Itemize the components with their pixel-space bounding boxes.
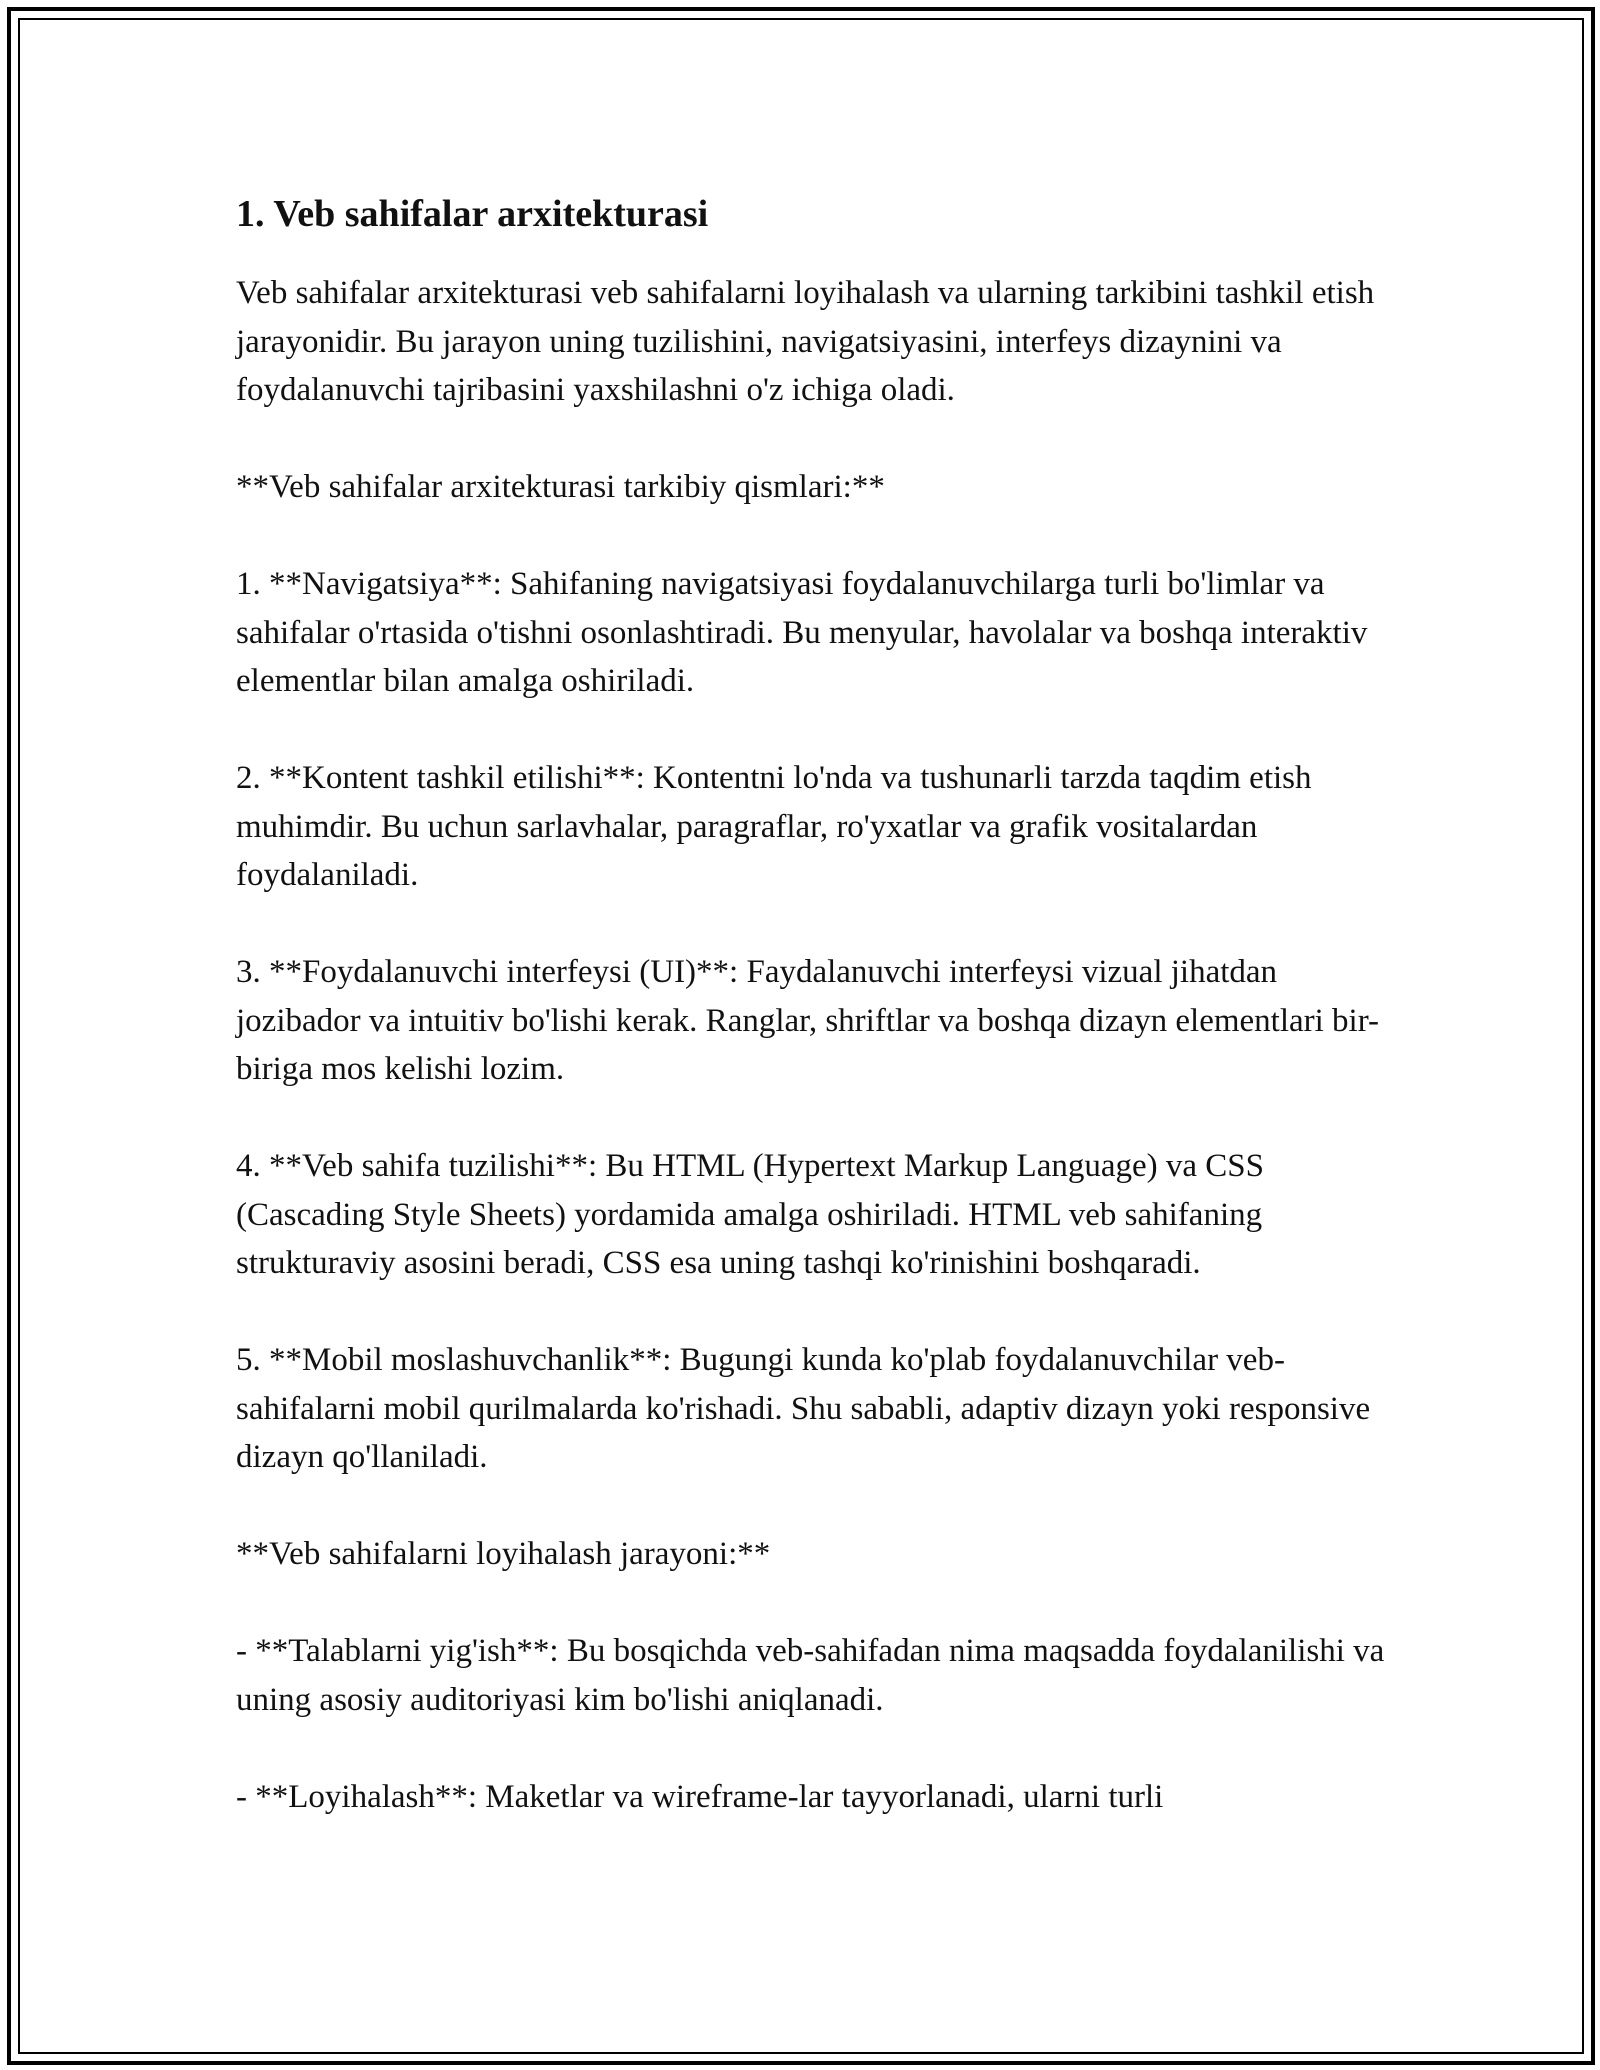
process-item-requirements: - **Talablarni yig'ish**: Bu bosqichda veb-sahifadan nima maqsadda foydalanilishi va uning asosiy auditoriyasi kim bo'lishi aniqlanadi. [236,1633,1385,1718]
process-subheading: **Veb sahifalarni loyihalash jarayoni:** [236,1536,771,1572]
document-body [236,185,1386,1870]
process-item-design: - **Loyihalash**: Maketlar va wireframe-lar tayyorlanadi, ularni turli [236,1778,1164,1815]
list-item-ui: 3. **Foydalanuvchi interfeysi (UI)**: Faydalanuvchi interfeysi vizual jihatdan jozibador va intuitiv bo'lishi kerak. Ranglar, shriftlar va boshqa dizayn elementlari bir-biriga mos kelishi lozim. [236,954,1380,1087]
list-item-mobile: 5. **Mobil moslashuvchanlik**: Bugungi kunda ko'plab foydalanuvchilar veb-sahifalarni mobil qurilmalarda ko'rishadi. Shu sababli, adaptiv dizayn yoki responsive dizayn qo'llaniladi. [236,1342,1371,1475]
section-heading: 1. Veb sahifalar arxitekturasi [236,193,709,235]
list-item-structure: 4. **Veb sahifa tuzilishi**: Bu HTML (Hypertext Markup Language) va CSS (Cascading Style Sheets) yordamida amalga oshiriladi. HTML veb sahifaning strukturaviy asosini beradi, CSS esa uning tashqi ko'rinishini boshqaradi. [236,1148,1265,1281]
list-item-content: 2. **Kontent tashkil etilishi**: Kontentni lo'nda va tushunarli tarzda taqdim etish muhimdir. Bu uchun sarlavhalar, paragraflar, ro'yxatlar va grafik vositalardan foydalaniladi. [236,760,1312,893]
intro-paragraph: Veb sahifalar arxitekturasi veb sahifalarni loyihalash va ularning tarkibini tashkil etish jarayonidir. Bu jarayon uning tuzilishini, navigatsiyasini, interfeys dizaynini va foydalanuvchi tajribasini yaxshilashni o'z ichiga oladi. [236,275,1375,408]
components-subheading: **Veb sahifalar arxitekturasi tarkibiy qismlari:** [236,469,885,505]
list-item-navigation: 1. **Navigatsiya**: Sahifaning navigatsiyasi foydalanuvchilarga turli bo'limlar va sahifalar o'rtasida o'tishni osonlashtiradi. Bu menyular, havolalar va boshqa interaktiv elementlar bilan amalga oshiriladi. [236,566,1368,699]
